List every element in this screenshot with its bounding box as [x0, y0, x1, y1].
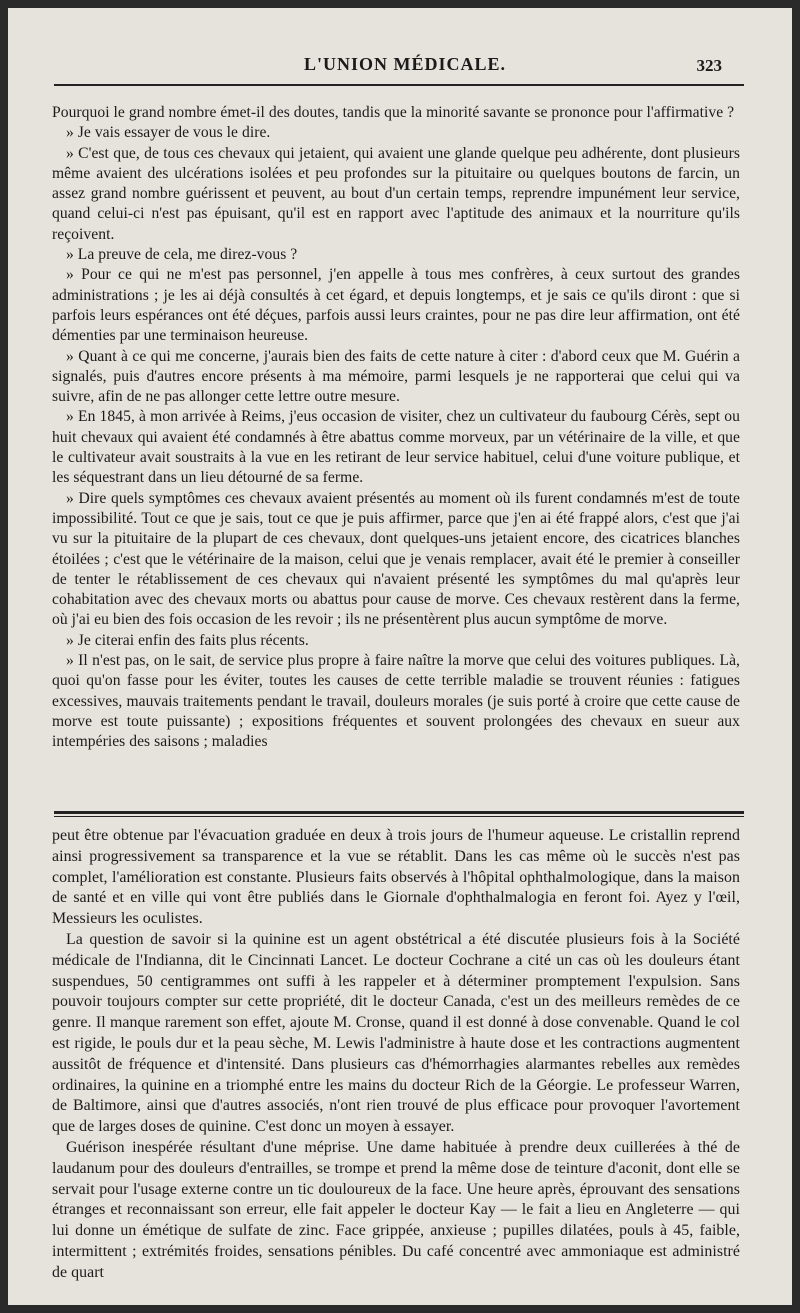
- paragraph: » Pour ce qui ne m'est pas personnel, j'en appelle à tous mes confrères, à ceux surtout des grandes administrations ; je les ai déjà consultés à cet égard, et depuis longtemps, et je sais ce qu'ils diront : que si parfois leurs espérances ont été déçues, parfois aussi leurs craintes, pour ne pas dire leur affirmation, ont été démenties par une terminaison heureuse.: [52, 266, 740, 345]
- header-rule: [54, 84, 744, 86]
- journal-page: [8, 8, 792, 1305]
- paragraph: » Je vais essayer de vous le dire.: [66, 124, 271, 142]
- paragraph: » Je citerai enfin des faits plus récents.: [66, 631, 309, 649]
- letter-section: [52, 103, 740, 753]
- paragraph: peut être obtenue par l'évacuation graduée en deux à trois jours de l'humeur aqueuse. Le cristallin reprend ainsi progressivement sa transparence et la vue se rétablit. Dans les cas même où le succès n'est pas complet, l'amélioration est constante. Plusieurs faits observés à l'hôpital ophthalmologique, dans la maison de santé et en ville qui vont être publiés dans le Giornale d'ophthalmalogia en feront foi. Ayez y l'œil, Messieurs les oculistes.: [52, 827, 740, 928]
- paragraph: La question de savoir si la quinine est un agent obstétrical a été discutée plusieurs fois à la Société médicale de l'Indianna, dit le Cincinnati Lancet. Le docteur Cochrane a cité un cas où les douleurs étant suspendues, 50 centigrammes ont suffi à les rappeler et à déterminer promptement l'expulsion. Sans pouvoir toujours compter sur cette propriété, dit le docteur Canada, c'est un des meilleurs remèdes de ce genre. Il manque rarement son effet, ajoute M. Cronse, quand il est donné à dose convenable. Quand le col est rigide, le pouls dur et la peau sèche, M. Lewis l'administre à haute dose et les contractions augmentent aussitôt de fréquence et d'intensité. Dans plusieurs cas d'hémorrhagies alarmantes rebelles aux remèdes ordinaires, la quinine en a triomphé entre les mains du docteur Rich de la Géorgie. Le professeur Warren, de Baltimore, ainsi que d'autres associés, n'ont rien trouvé de plus efficace pour provoquer l'avortement que de larges doses de quinine. C'est donc un moyen à essayer.: [52, 930, 740, 1136]
- paragraph: » Il n'est pas, on le sait, de service plus propre à faire naître la morve que celui des voitures publiques. Là, quoi qu'on fasse pour les éviter, toutes les causes de cette terrible maladie se trouvent réunies : fatigues excessives, mauvais traitements pendant le travail, douleurs morales (je suis porté à croire que cette cause de morve est toute puissante) ; expositions fréquentes et souvent prolongées des chevaux en sueur aux intempéries des saisons ; maladies: [52, 652, 740, 751]
- paragraph: » En 1845, à mon arrivée à Reims, j'eus occasion de visiter, chez un cultivateur du faubourg Cérès, sept ou huit chevaux qui avaient été condamnés à être abattus comme morveux, par un vétérinaire de la ville, et que le cultivateur avait soustraits à la vue en les retirant de leur service habituel, celui d'une voiture publique, et les séquestrant dans un lieu détourné de sa ferme.: [52, 408, 740, 487]
- section-divider-thick: [54, 811, 744, 814]
- paragraph: » Dire quels symptômes ces chevaux avaient présentés au moment où ils furent condamnés m'est de toute impossibilité. Tout ce que je sais, tout ce que je puis affirmer, parce que j'en ai été frappé alors, c'est que j'ai vu sur la pituitaire de la plupart de ces chevaux, dont quelques-uns jetaient encore, des cicatrices blanches étoilées ; c'est que le vétérinaire de la maison, celui que je venais remplacer, avait été le premier à conseiller de tenter le rétablissement de ces chevaux qui n'avaient présenté les symptômes du mal qu'après leur cohabitation avec des chevaux morts ou abattus pour cause de morve. Ces chevaux restèrent dans la ferme, où j'ai eu bien des fois occasion de les revoir ; ils ne présentèrent plus aucun symptôme de morve.: [52, 489, 740, 629]
- paragraph: » C'est que, de tous ces chevaux qui jetaient, qui avaient une glande quelque peu adhérente, dont plusieurs même avaient des ulcérations isolées et peu profondes sur la pituitaire ou quelques boutons de farcin, un assez grand nombre guérissent et peuvent, au bout d'un certain temps, reprendre impunément leur service, quand celui-ci n'est pas épuisant, qu'il est en rapport avec l'aptitude des animaux et la nourriture qu'ils reçoivent.: [52, 144, 740, 243]
- running-title: L'UNION MÉDICALE.: [303, 54, 507, 74]
- paragraph: » La preuve de cela, me direz-vous ?: [66, 246, 298, 264]
- section-divider-thin: [54, 816, 744, 817]
- paragraph: » Quant à ce qui me concerne, j'aurais bien des faits de cette nature à citer : d'abord ceux que M. Guérin a signalés, puis d'autres encore présents à ma mémoire, parmi lesquels je ne rapporterai que celui qui va suivre, afin de ne pas allonger cette lettre outre mesure.: [52, 347, 740, 406]
- page-number: 323: [696, 56, 722, 75]
- feuilleton-section: [52, 826, 740, 1284]
- paragraph: Pourquoi le grand nombre émet-il des doutes, tandis que la minorité savante se prononce pour l'affirmative ?: [52, 104, 735, 121]
- page-header: [48, 54, 762, 82]
- paragraph: Guérison inespérée résultant d'une méprise. Une dame habituée à prendre deux cuillerées à thé de laudanum pour des douleurs d'entrailles, se trompe et prend la même dose de teinture d'aconit, dont elle se servait pour l'usage externe contre un tic douloureux de la face. Une heure après, éprouvant des sensations étranges et reconnaissant son erreur, elle fait appeler le docteur Kay — le fait a lieu en Angleterre — qui lui donne un émétique de sulfate de zinc. Face grippée, anxieuse ; pupilles dilatées, pouls à 45, faible, intermittent ; extrémités froides, sensations pénibles. Du café concentré avec ammoniaque est administré de quart: [52, 1138, 740, 1281]
